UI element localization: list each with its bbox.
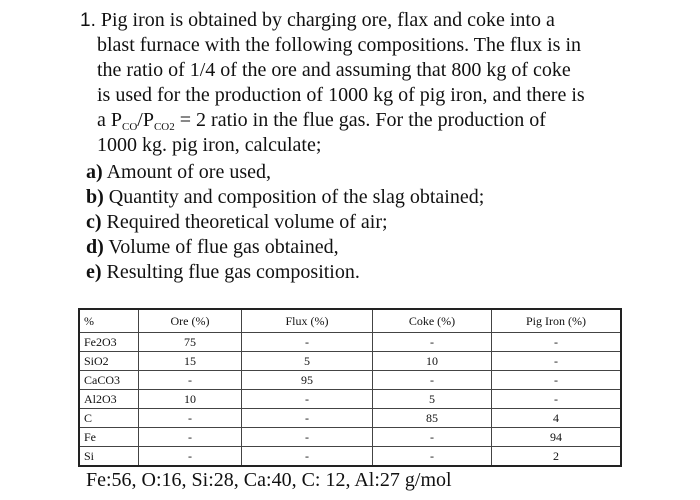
- table-cell: -: [492, 390, 622, 409]
- problem-line-4: is used for the production of 1000 kg of pig iron, and there is: [97, 84, 585, 106]
- part-text: Resulting flue gas composition.: [101, 261, 360, 283]
- table-row: [79, 447, 621, 467]
- ratio-sub-co2: CO2: [153, 121, 175, 133]
- problem-text-line: Pig iron is obtained by charging ore, flax and coke into a: [100, 9, 555, 31]
- ratio-prefix: a P: [97, 109, 122, 131]
- ratio-suffix: = 2 ratio in the flue gas. For the production of: [174, 109, 546, 131]
- table-cell: -: [492, 352, 622, 371]
- table-cell: 2: [492, 447, 622, 467]
- table-cell: -: [373, 428, 492, 447]
- table-cell: Fe2O3: [79, 333, 139, 352]
- part-text: Volume of flue gas obtained,: [103, 236, 339, 258]
- header-cell: Ore (%): [139, 309, 242, 333]
- table-cell: -: [492, 371, 622, 390]
- table-cell: 95: [242, 371, 373, 390]
- header-cell: Coke (%): [373, 309, 492, 333]
- table-cell: 5: [242, 352, 373, 371]
- problem-line-1: [80, 8, 555, 33]
- table-cell: -: [242, 428, 373, 447]
- part-text: Amount of ore used,: [102, 161, 271, 183]
- table-cell: Al2O3: [79, 390, 139, 409]
- table-row: [79, 428, 621, 447]
- table-row: [79, 409, 621, 428]
- problem-line-2: blast furnace with the following compositions. The flux is in: [97, 34, 582, 56]
- table-cell: -: [373, 371, 492, 390]
- table-cell: Si: [79, 447, 139, 467]
- table-header-row: [79, 309, 621, 333]
- table-cell: -: [373, 333, 492, 352]
- atomic-weights-note: Fe:56, O:16, Si:28, Ca:40, C: 12, Al:27 g/mol: [86, 469, 452, 491]
- table-cell: -: [492, 333, 622, 352]
- problem-number: 1.: [80, 10, 96, 31]
- part-text: Required theoretical volume of air;: [101, 211, 388, 233]
- table-cell: 85: [373, 409, 492, 428]
- part-label: d): [86, 236, 104, 258]
- table-cell: -: [139, 428, 242, 447]
- ratio-slash: /P: [137, 109, 154, 131]
- problem-line-3: the ratio of 1/4 of the ore and assuming that 800 kg of coke: [97, 59, 571, 81]
- table-cell: -: [139, 447, 242, 467]
- table-cell: CaCO3: [79, 371, 139, 390]
- table-cell: 10: [139, 390, 242, 409]
- table-cell: 5: [373, 390, 492, 409]
- table-cell: -: [242, 333, 373, 352]
- table-row: [79, 371, 621, 390]
- part-label: b): [86, 186, 104, 208]
- table-row: [79, 390, 621, 409]
- table-cell: 75: [139, 333, 242, 352]
- table-cell: 10: [373, 352, 492, 371]
- table-cell: -: [242, 390, 373, 409]
- ratio-sub-co: CO: [122, 121, 138, 133]
- question-part-b: [86, 185, 484, 209]
- table-cell: -: [373, 447, 492, 467]
- part-label: c): [86, 211, 102, 233]
- table-cell: 4: [492, 409, 622, 428]
- question-part-d: [86, 235, 339, 259]
- table-cell: -: [139, 409, 242, 428]
- table-cell: -: [242, 409, 373, 428]
- part-label: a): [86, 161, 103, 183]
- header-cell: %: [79, 309, 139, 333]
- table-cell: Fe: [79, 428, 139, 447]
- question-part-a: [86, 160, 271, 184]
- header-cell: Flux (%): [242, 309, 373, 333]
- table-cell: 94: [492, 428, 622, 447]
- table-row: [79, 333, 621, 352]
- table-cell: C: [79, 409, 139, 428]
- table-cell: 15: [139, 352, 242, 371]
- header-cell: Pig Iron (%): [492, 309, 622, 333]
- table-cell: SiO2: [79, 352, 139, 371]
- table-cell: -: [242, 447, 373, 467]
- table-cell: -: [139, 371, 242, 390]
- part-label: e): [86, 261, 102, 283]
- problem-line-last: 1000 kg. pig iron, calculate;: [97, 134, 322, 156]
- part-text: Quantity and composition of the slag obtained;: [103, 186, 485, 208]
- question-part-c: [86, 210, 388, 234]
- table-row: [79, 352, 621, 371]
- question-part-e: [86, 260, 360, 284]
- composition-table: [78, 308, 622, 467]
